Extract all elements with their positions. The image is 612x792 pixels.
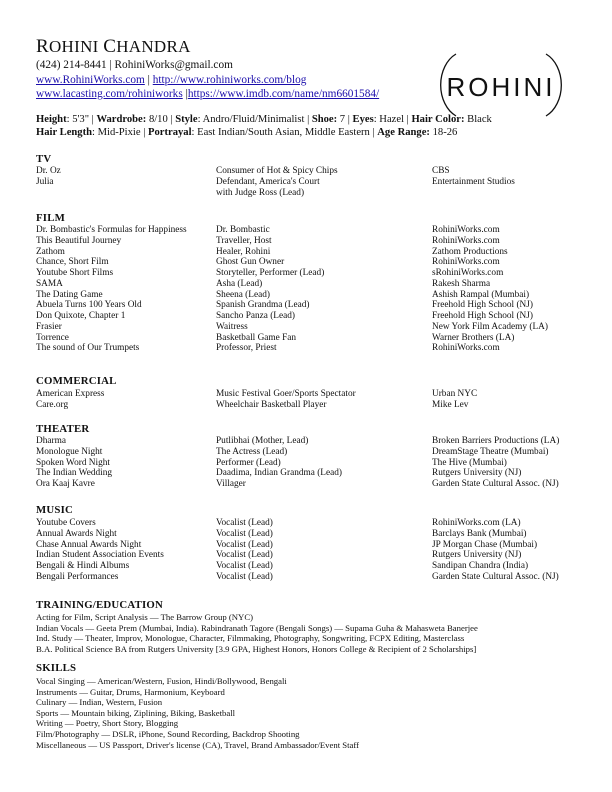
training-list xyxy=(36,612,478,654)
skill-item: Miscellaneous — US Passport, Driver's license (CA), Travel, Brand Ambassador/Event Staff xyxy=(36,739,360,750)
skill-item: Culinary — Indian, Western, Fusion xyxy=(36,697,163,708)
skills-heading: SKILLS xyxy=(36,662,77,674)
training-item: Ind. Study — Theater, Improv, Monologue, Character, Filmmaking, Photography, Songwriting, FCPX Editing, Masterclass xyxy=(36,633,465,644)
tv-heading: TV xyxy=(36,153,52,165)
training-item: B.A. Political Science BA from Rutgers University [3.9 GPA, Highest Honors, Honors College & Recipient of 2 Scholarships] xyxy=(36,643,477,654)
training-heading: TRAINING/EDUCATION xyxy=(36,599,163,611)
phone-email: (424) 214-8441 | RohiniWorks@gmail.com xyxy=(36,59,233,71)
attributes-line-2: Hair Length: Mid-Pixie | Portrayal: East Indian/South Asian, Middle Eastern | Age Range: 18-26 xyxy=(36,127,458,139)
attributes-line-1: Height: 5'3" | Wardrobe: 8/10 | Style: Andro/Fluid/Minimalist | Shoe: 7 | Eyes: Hazel | Hair Color: Black xyxy=(36,114,492,125)
film-heading: FILM xyxy=(36,212,65,224)
skills-list xyxy=(36,676,359,750)
actor-attributes xyxy=(36,113,492,140)
skill-item: Instruments — Guitar, Drums, Harmonium, Keyboard xyxy=(36,686,225,697)
casting-links-row: www.lacasting.com/rohiniworks |https://www.imdb.com/name/nm6601584/ xyxy=(36,88,380,100)
music-heading: MUSIC xyxy=(36,504,73,516)
training-item: Indian Vocals — Geeta Prem (Mumbai, India). Rabindranath Tagore (Bengali Songs) — Supama Guha & Mahasweta Banerjee xyxy=(36,622,478,633)
lacasting-link[interactable]: www.lacasting.com/rohiniworks xyxy=(36,88,183,100)
resume-page: ROHINI CHANDRA (424) 214-8441 | RohiniWorks@gmail.com www.RohiniWorks.com | http://www.rohiniworks.com/blog www.lacasting.com/rohiniworks |https://www.imdb.com/name/nm6601584/ ROHINI Height: 5'3" | Wardrobe: 8/10 | Style: Andro/Fluid/Minimalist | Shoe: 7 | Eyes: Hazel | Hair Color: Black Hair Length: Mid-Pixie | Portrayal: East Indian/South Asian, Middle Eastern | Age Range: 18-26 TV Dr. Oz Consumer of Hot & Spicy Chips CBS Julia Defendant, America's Court Entertainment Studios with Judge Ross (Lead) FILM Dr. Bombastic's Formulas for Happiness Dr. Bombastic RohiniWorks.com This Beautiful Journey Traveller, Host RohiniWorks.com Zathom Healer, Rohini Zathom Productions Chance, Short Film Ghost Gun Owner RohiniWorks.com Youtube Short Films Storyteller, Performer (Lead) sRohiniWorks.com SAMA Asha (Lead) Rakesh Sharma The Dating Game Sheena (Lead) Ashish Rampal (Mumbai) Abuela Turns 100 Years Old Spanish Grandma (Lead) Freehold High School (NJ) Don Quixote, Chapter 1 Sancho Panza (Lead) Freehold High School (NJ) Frasier Waitress New York Film Academy (LA) Torrence Basketball Game Fan Warner Brothers (LA) The sound of Our Trumpets Professor, Priest RohiniWorks.com COMMERCIAL American Express Music Festival Goer/Sports Spectator Urban NYC Care.org Wheelchair Basketball Player Mike Lev THEATER Dharma Putlibhai (Mother, Lead) Broken Barriers Productions (LA) Monologue Night The Actress (Lead) DreamStage Theatre (Mumbai) Spoken Word Night Performer (Lead) The Hive (Mumbai) The Indian Wedding Daadima, Indian Grandma (Lead) Rutgers University (NJ) Ora Kaaj Kavre Villager Garden State Cultural Assoc. (NJ) MUSIC Youtube Covers Vocalist (Lead) RohiniWorks.com (LA) Annual Awards Night Vocalist (Lead) Barclays Bank (Mumbai) Chase Annual Awards Night Vocalist (Lead) JP Morgan Chase (Mumbai) Indian Student Association Events Vocalist (Lead) Rutgers University (NJ) Bengali & Hindi Albums Vocalist (Lead) Sandipan Chandra (India) Bengali Performances Vocalist (Lead) Garden State Cultural Assoc. (NJ) TRAINING/EDUCATION Acting for Film, Script Analysis — The Barrow Group (NYC) Indian Vocals — Geeta Prem (Mumbai, India). Rabindranath Tagore (Bengali Songs) — Supama Guha & Mahasweta Banerjee Ind. Study — Theater, Improv, Monologue, Character, Filmmaking, Photography, Songwriting, FCPX Editing, Masterclass B.A. Political Science BA from Rutgers University [3.9 GPA, Highest Honors, Honors College & Recipient of 2 Scholarships] SKILLS Vocal Singing — American/Western, Fusion, Hindi/Bollywood, Bengali Instruments — Guitar, Drums, Harmonium, Keyboard Culinary — Indian, Western, Fusion Sports — Mountain biking, Ziplining, Biking, Basketball Writing — Poetry, Short Story, Blogging Film/Photography — DSLR, iPhone, Sound Recording, Backdrop Shooting Miscellaneous — US Passport, Driver's license (CA), Travel, Brand Ambassador/Event Staff xyxy=(0,0,612,792)
name-heading: ROHINI CHANDRA xyxy=(36,36,191,57)
skill-item: Vocal Singing — American/Western, Fusion, Hindi/Bollywood, Bengali xyxy=(36,676,287,686)
commercial-heading: COMMERCIAL xyxy=(36,375,117,387)
contact-block xyxy=(36,58,379,102)
web-links-row: www.RohiniWorks.com | http://www.rohiniworks.com/blog xyxy=(36,73,307,86)
blog-link[interactable]: http://www.rohiniworks.com/blog xyxy=(152,73,307,86)
imdb-link[interactable]: https://www.imdb.com/name/nm6601584/ xyxy=(187,88,380,100)
logo-text: ROHINI xyxy=(446,72,556,102)
skill-item: Writing — Poetry, Short Story, Blogging xyxy=(36,718,179,729)
skill-item: Sports — Mountain biking, Ziplining, Biking, Basketball xyxy=(36,707,236,718)
website-link[interactable]: www.RohiniWorks.com xyxy=(36,73,145,86)
skill-item: Film/Photography — DSLR, iPhone, Sound Recording, Backdrop Shooting xyxy=(36,728,300,739)
theater-heading: THEATER xyxy=(36,423,90,435)
training-item: Acting for Film, Script Analysis — The Barrow Group (NYC) xyxy=(36,612,254,622)
